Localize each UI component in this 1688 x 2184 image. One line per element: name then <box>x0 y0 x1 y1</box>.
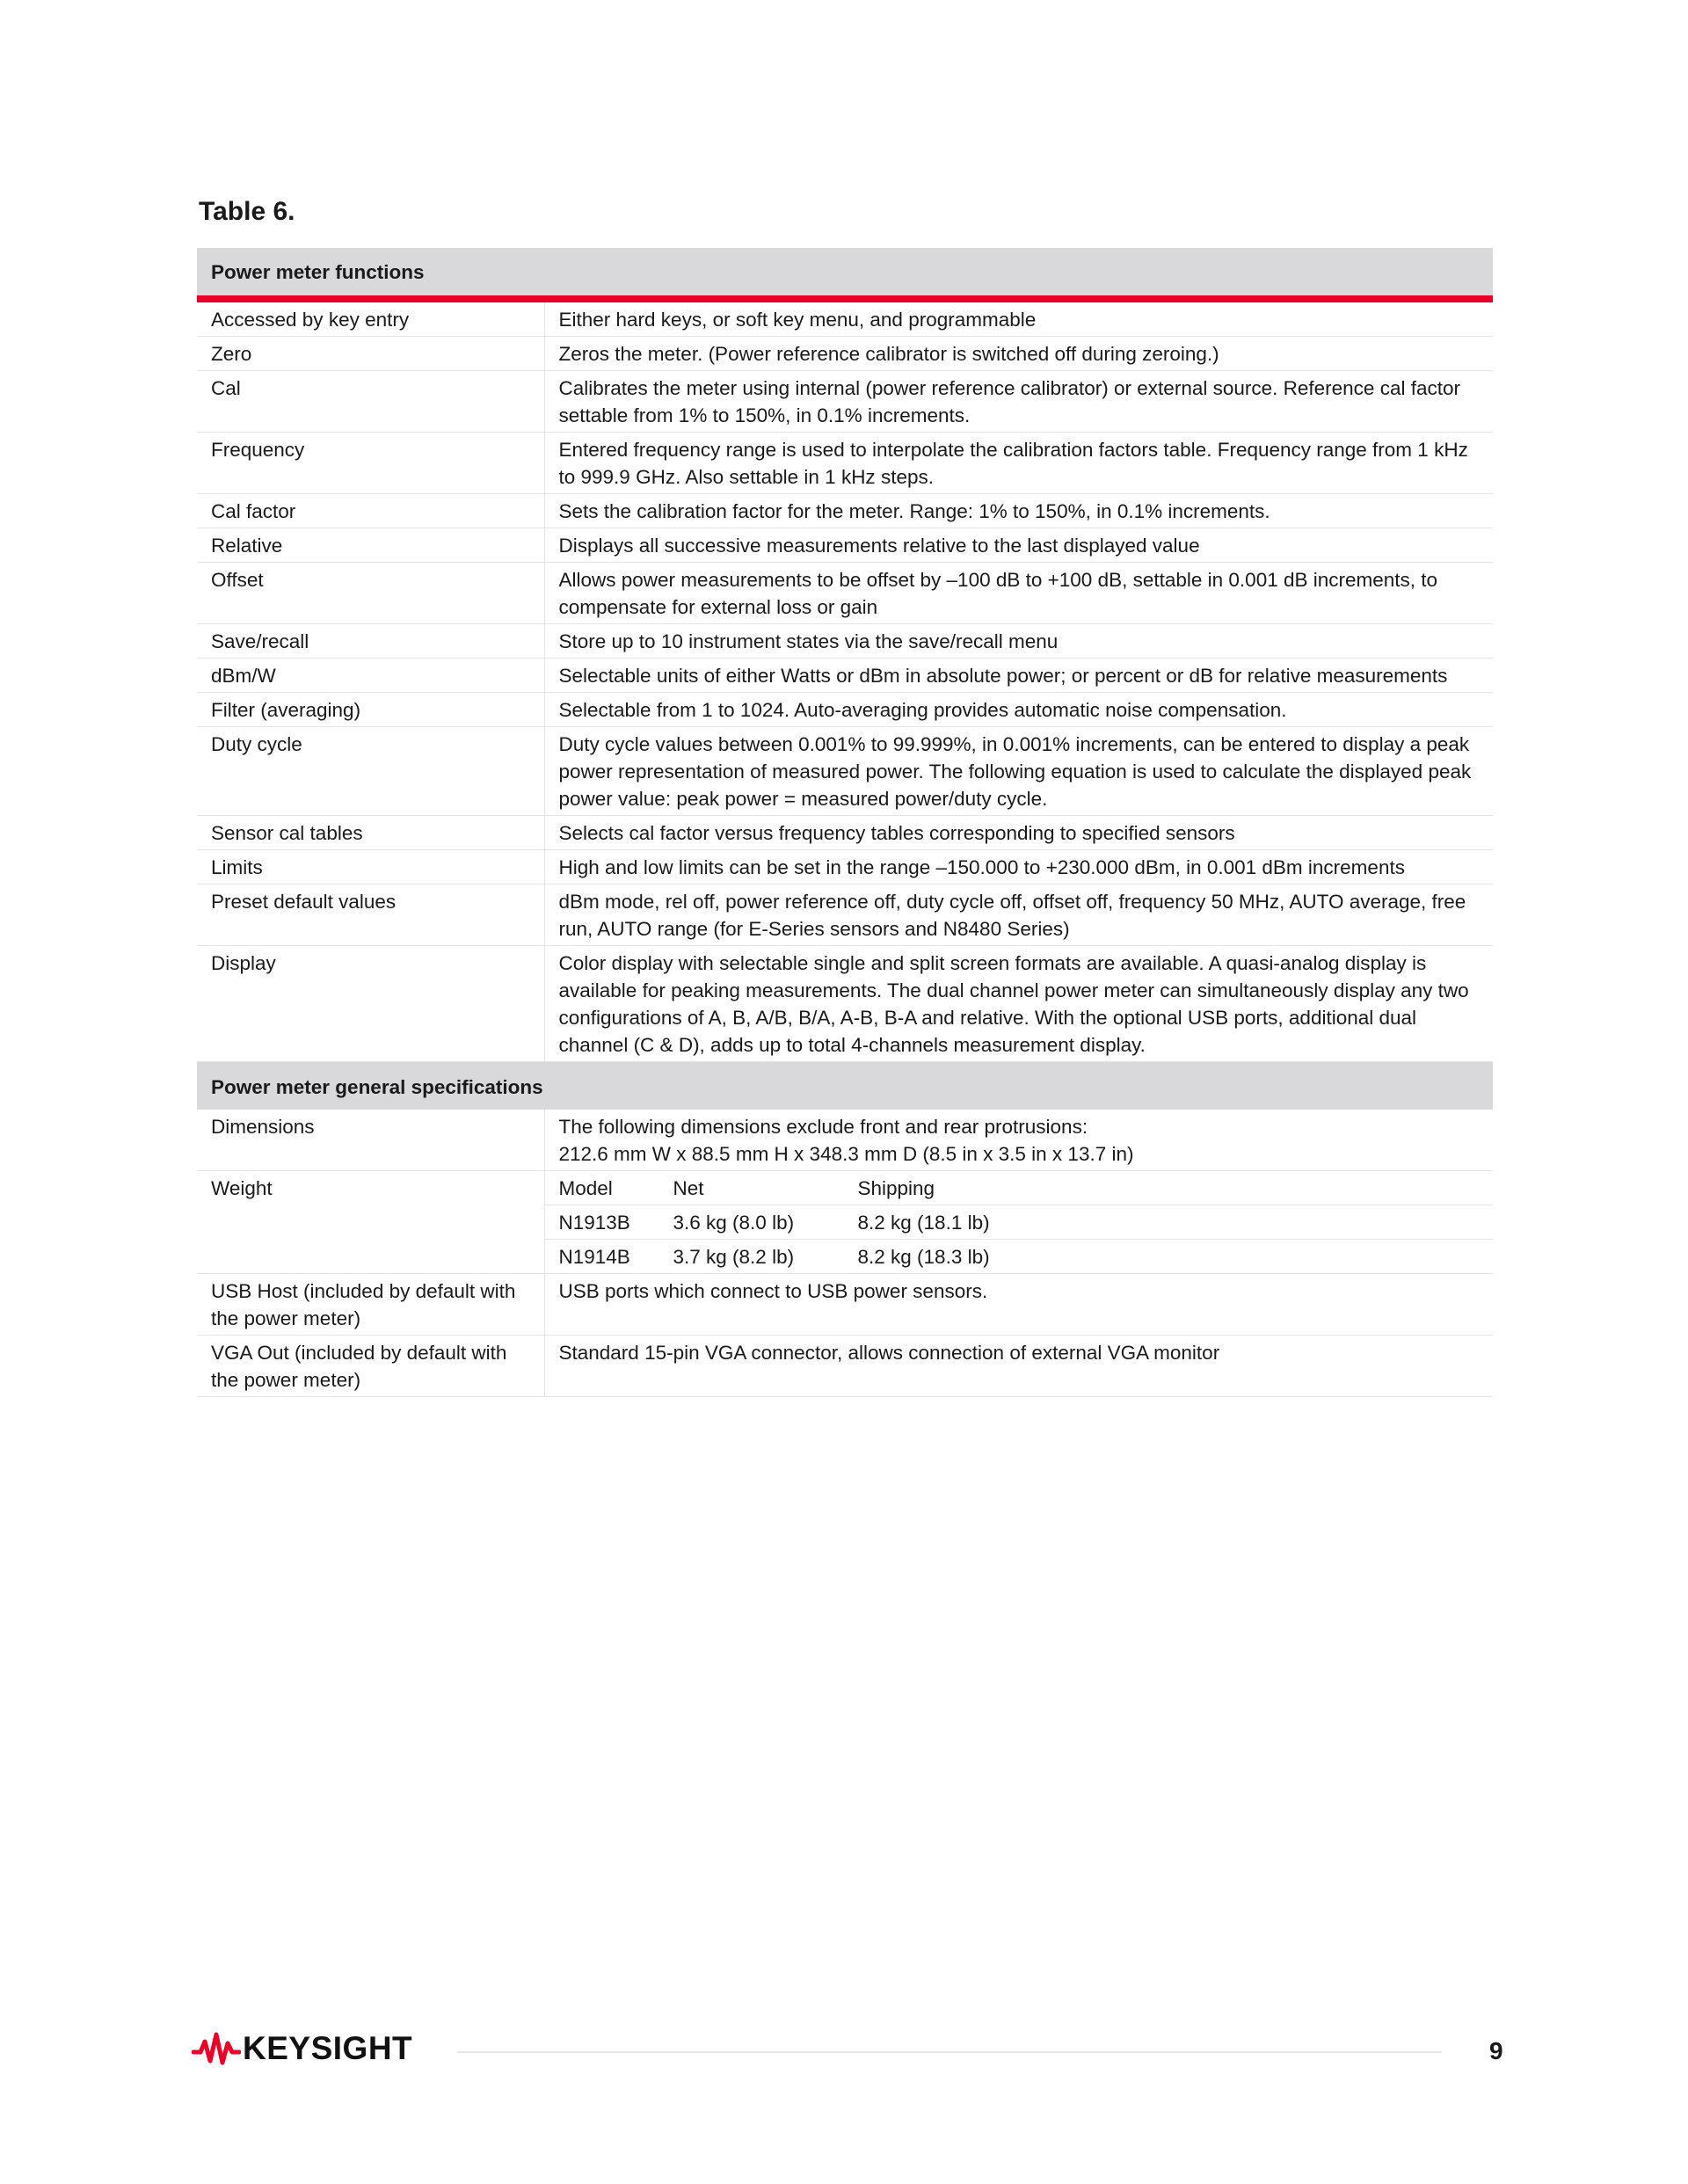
row-value: High and low limits can be set in the range –150.000 to +230.000 dBm, in 0.001 dBm increments <box>544 850 1493 885</box>
table-row-usb <box>197 1274 1493 1336</box>
weight-model: N1913B <box>558 1212 630 1234</box>
table-row <box>197 563 1493 624</box>
table-row <box>197 693 1493 727</box>
table-row <box>197 494 1493 528</box>
row-value: Color display with selectable single and split screen formats are available. A quasi-analog display is available for peaking measurements. The dual channel power meter can simultaneously display any two configurations of A, B, A/B, B/A, A-B, B-A and relative. With the optional USB ports, additional dual channel (C & D), adds up to total 4-channels measurement display. <box>544 946 1493 1062</box>
table-row <box>197 299 1493 337</box>
table-row <box>197 371 1493 433</box>
table-row <box>197 946 1493 1062</box>
keysight-wave-icon <box>192 2029 241 2068</box>
logo-text: KEYSIGHT <box>243 2030 413 2066</box>
section-heading: Power meter functions <box>197 248 1493 299</box>
row-label: VGA Out (included by default with the power meter) <box>197 1336 544 1397</box>
row-label: Zero <box>197 337 544 371</box>
weight-col-net: Net <box>673 1177 704 1199</box>
table-row <box>197 433 1493 494</box>
table-row-vga <box>197 1336 1493 1397</box>
spec-table <box>197 248 1493 1397</box>
row-label: Display <box>197 946 544 1062</box>
row-value: Duty cycle values between 0.001% to 99.999%, in 0.001% increments, can be entered to display a peak power representation of measured power. The following equation is used to calculate the displayed peak power value: peak power = measured power/duty cycle. <box>544 727 1493 816</box>
row-label: dBm/W <box>197 659 544 693</box>
table-title: Table 6. <box>199 197 295 226</box>
page-number: 9 <box>1489 2037 1503 2064</box>
dimensions-line-2: 212.6 mm W x 88.5 mm H x 348.3 mm D (8.5 in x 3.5 in x 13.7 in) <box>558 1143 1134 1165</box>
table-row <box>197 885 1493 946</box>
row-value: Entered frequency range is used to interpolate the calibration factors table. Frequency range from 1 kHz to 999.9 GHz. Also settable in 1 kHz steps. <box>544 433 1493 494</box>
row-label: Frequency <box>197 433 544 494</box>
row-label: Duty cycle <box>197 727 544 816</box>
row-value: dBm mode, rel off, power reference off, duty cycle off, offset off, frequency 50 MHz, AUTO average, free run, AUTO range (for E-Series sensors and N8480 Series) <box>544 885 1493 946</box>
weight-col-model: Model <box>558 1177 613 1199</box>
row-value: Store up to 10 instrument states via the save/recall menu <box>544 624 1493 659</box>
table-row-weight-header <box>197 1171 1493 1205</box>
row-value: USB ports which connect to USB power sensors. <box>544 1274 1493 1336</box>
page-content <box>197 197 1493 1397</box>
row-label: Preset default values <box>197 885 544 946</box>
row-value: Standard 15-pin VGA connector, allows connection of external VGA monitor <box>544 1336 1493 1397</box>
weight-shipping: 8.2 kg (18.1 lb) <box>857 1212 990 1234</box>
row-label: Offset <box>197 563 544 624</box>
table-row <box>197 727 1493 816</box>
weight-net: 3.7 kg (8.2 lb) <box>673 1246 795 1268</box>
row-label: Filter (averaging) <box>197 693 544 727</box>
row-label: Relative <box>197 528 544 563</box>
row-value: Displays all successive measurements relative to the last displayed value <box>544 528 1493 563</box>
row-value: Selectable from 1 to 1024. Auto-averaging provides automatic noise compensation. <box>544 693 1493 727</box>
row-value: Either hard keys, or soft key menu, and programmable <box>544 299 1493 337</box>
row-value: Zeros the meter. (Power reference calibrator is switched off during zeroing.) <box>544 337 1493 371</box>
row-label: Sensor cal tables <box>197 816 544 850</box>
table-row <box>197 850 1493 885</box>
weight-row <box>544 1240 1493 1274</box>
keysight-logo <box>192 2029 412 2068</box>
row-label: Accessed by key entry <box>197 299 544 337</box>
row-label: Cal <box>197 371 544 433</box>
weight-header <box>544 1171 1493 1205</box>
section-header-functions <box>197 248 1493 299</box>
table-row <box>197 337 1493 371</box>
weight-net: 3.6 kg (8.0 lb) <box>673 1212 795 1234</box>
dimensions-line-1: The following dimensions exclude front and rear protrusions: <box>558 1116 1088 1138</box>
row-value: Selects cal factor versus frequency tables corresponding to specified sensors <box>544 816 1493 850</box>
table-row <box>197 816 1493 850</box>
row-value: Selectable units of either Watts or dBm in absolute power; or percent or dB for relative measurements <box>544 659 1493 693</box>
row-label: Save/recall <box>197 624 544 659</box>
row-label: Dimensions <box>197 1110 544 1171</box>
weight-col-shipping: Shipping <box>857 1177 935 1199</box>
row-label: USB Host (included by default with the power meter) <box>197 1274 544 1336</box>
section-heading: Power meter general specifications <box>197 1062 1493 1110</box>
section-header-general <box>197 1062 1493 1110</box>
row-value <box>544 1110 1493 1171</box>
row-label: Cal factor <box>197 494 544 528</box>
row-label: Limits <box>197 850 544 885</box>
weight-row <box>544 1205 1493 1240</box>
table-row <box>197 659 1493 693</box>
table-row <box>197 528 1493 563</box>
row-value: Sets the calibration factor for the meter. Range: 1% to 150%, in 0.1% increments. <box>544 494 1493 528</box>
weight-model: N1914B <box>558 1246 630 1268</box>
row-value: Allows power measurements to be offset by –100 dB to +100 dB, settable in 0.001 dB increments, to compensate for external loss or gain <box>544 563 1493 624</box>
footer-divider <box>457 2051 1442 2053</box>
table-row <box>197 624 1493 659</box>
weight-shipping: 8.2 kg (18.3 lb) <box>857 1246 990 1268</box>
row-label: Weight <box>197 1171 544 1274</box>
table-row-dimensions <box>197 1110 1493 1171</box>
row-value: Calibrates the meter using internal (power reference calibrator) or external source. Reference cal factor settable from 1% to 150%, in 0.1% increments. <box>544 371 1493 433</box>
